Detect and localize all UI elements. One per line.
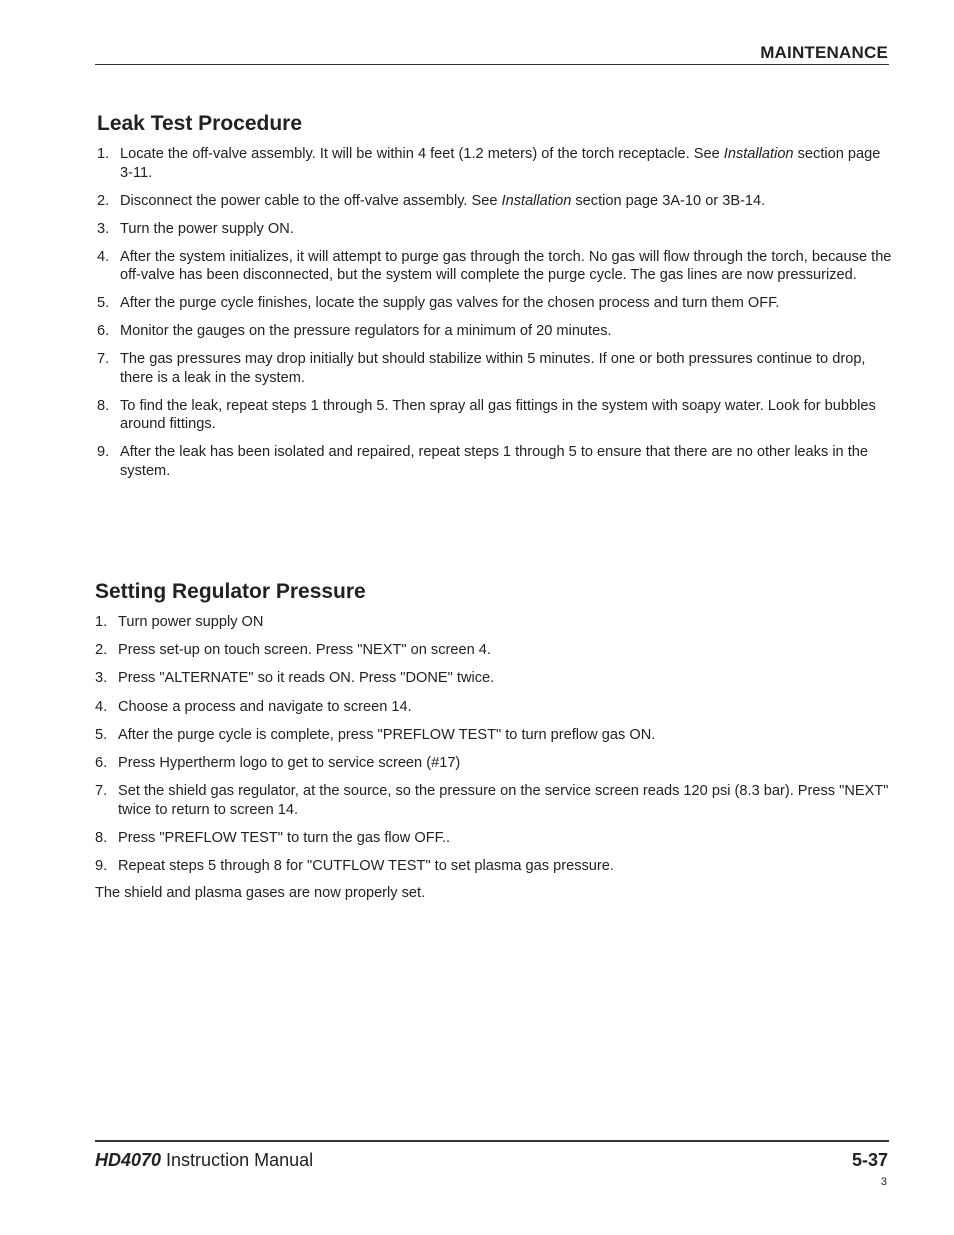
- step-number: 2.: [97, 192, 110, 209]
- step-text-segment: Monitor the gauges on the pressure regulators for a minimum of 20 minutes.: [120, 323, 612, 339]
- list-item: [97, 220, 897, 239]
- step-reference: Installation: [501, 192, 572, 209]
- list-item: [97, 192, 897, 211]
- step-text-segment: Press Hypertherm logo to get to service screen (#17): [118, 754, 461, 771]
- step-number: 9.: [97, 444, 110, 460]
- list-item: [97, 350, 897, 387]
- list-item: [95, 698, 895, 717]
- step-text-segment: After the purge cycle is complete, press "PREFLOW TEST" to turn preflow gas ON.: [118, 726, 656, 743]
- step-text: [118, 727, 655, 743]
- step-text-segment: To find the leak, repeat steps 1 through 5. Then spray all gas fittings in the system with soapy water. Look for bubbles around fittings.: [120, 397, 876, 432]
- page-number: 5-37: [851, 1150, 888, 1170]
- step-number: 3.: [97, 220, 110, 237]
- step-text-segment: Repeat steps 5 through 8 for "CUTFLOW TEST" to set plasma gas pressure.: [118, 858, 614, 874]
- step-number: 7.: [97, 351, 110, 367]
- model-name: HD4070: [95, 1150, 162, 1170]
- step-text-segment: Turn power supply ON: [118, 614, 264, 630]
- step-text-segment: section page 3A-10 or 3B-14.: [571, 192, 766, 209]
- step-text: [118, 670, 494, 686]
- step-text-segment: Choose a process and navigate to screen 14.: [118, 698, 412, 715]
- step-text: [120, 398, 876, 433]
- list-item: [97, 443, 897, 480]
- step-text-segment: Press "PREFLOW TEST" to turn the gas flow OFF..: [118, 829, 451, 846]
- regulator-title: Setting Regulator Pressure: [95, 580, 366, 603]
- step-number: 6.: [95, 754, 108, 771]
- list-item: [97, 294, 897, 313]
- step-text: [118, 830, 450, 846]
- regulator-steps: [95, 613, 895, 885]
- step-text: [120, 193, 765, 209]
- step-text: [120, 146, 880, 181]
- list-item: [97, 397, 897, 434]
- step-text: [120, 351, 866, 386]
- footer-manual-title: [95, 1150, 313, 1171]
- list-item: [95, 613, 895, 632]
- step-number: 3.: [95, 670, 108, 687]
- step-number: 8.: [95, 829, 108, 846]
- step-number: 1.: [95, 614, 108, 630]
- regulator-conclusion: The shield and plasma gases are now properly set.: [95, 885, 426, 901]
- header-divider: [95, 64, 889, 65]
- list-item: [95, 857, 895, 876]
- step-number: 9.: [95, 858, 108, 874]
- step-text-segment: After the purge cycle finishes, locate the supply gas valves for the chosen process and turn them OFF.: [120, 295, 780, 311]
- list-item: [95, 641, 895, 660]
- step-number: 7.: [95, 783, 108, 800]
- list-item: [97, 322, 897, 341]
- leak-test-title: Leak Test Procedure: [97, 112, 303, 135]
- step-number: 4.: [97, 248, 110, 265]
- step-text-segment: Disconnect the power cable to the off-valve assembly. See: [120, 192, 502, 209]
- step-text: [118, 858, 614, 874]
- step-text: [118, 783, 888, 818]
- step-reference: Installation: [723, 146, 794, 162]
- step-number: 5.: [95, 726, 108, 743]
- step-text-segment: After the system initializes, it will attempt to purge gas through the torch. No gas will flow through the torch, because the off-valve has been disconnected, but the system will complete the purge cycle. The gas lines are now pressurized.: [120, 248, 892, 283]
- step-text: [120, 249, 891, 284]
- sheet-number: 3: [880, 1176, 887, 1188]
- manual-label: Instruction Manual: [161, 1150, 314, 1170]
- step-text-segment: The gas pressures may drop initially but should stabilize within 5 minutes. If one or both pressures continue to drop, there is a leak in the system.: [120, 351, 866, 386]
- list-item: [95, 829, 895, 848]
- step-number: 8.: [97, 397, 110, 414]
- step-text: [118, 699, 412, 715]
- section-header: MAINTENANCE: [760, 43, 888, 62]
- step-text-segment: After the leak has been isolated and repaired, repeat steps 1 through 5 to ensure that there are no other leaks in the system.: [120, 444, 869, 479]
- list-item: [95, 754, 895, 773]
- leak-test-steps: [97, 145, 897, 490]
- step-text: [120, 323, 612, 339]
- footer-divider: [95, 1140, 889, 1142]
- step-text-segment: section page 3-11.: [120, 146, 881, 181]
- step-number: 1.: [97, 146, 110, 162]
- step-number: 4.: [95, 698, 108, 715]
- step-text: [118, 642, 491, 658]
- step-text-segment: Press "ALTERNATE" so it reads ON. Press "DONE" twice.: [118, 670, 495, 687]
- step-text: [120, 295, 780, 311]
- list-item: [97, 248, 897, 285]
- step-number: 5.: [97, 295, 110, 311]
- list-item: [97, 145, 897, 182]
- list-item: [95, 782, 895, 819]
- step-number: 6.: [97, 323, 110, 339]
- step-text-segment: Locate the off-valve assembly. It will be within 4 feet (1.2 meters) of the torch receptacle. See: [120, 146, 724, 162]
- step-text-segment: Press set-up on touch screen. Press "NEXT" on screen 4.: [118, 642, 491, 659]
- step-text: [120, 221, 294, 237]
- step-number: 2.: [95, 642, 108, 659]
- step-text-segment: Set the shield gas regulator, at the source, so the pressure on the service screen reads 120 psi (8.3 bar). Press "NEXT" twice to return to screen 14.: [118, 783, 889, 818]
- list-item: [95, 726, 895, 745]
- step-text-segment: Turn the power supply ON.: [120, 220, 294, 237]
- step-text: [118, 614, 263, 630]
- step-text: [118, 755, 460, 771]
- list-item: [95, 669, 895, 688]
- step-text: [120, 444, 868, 479]
